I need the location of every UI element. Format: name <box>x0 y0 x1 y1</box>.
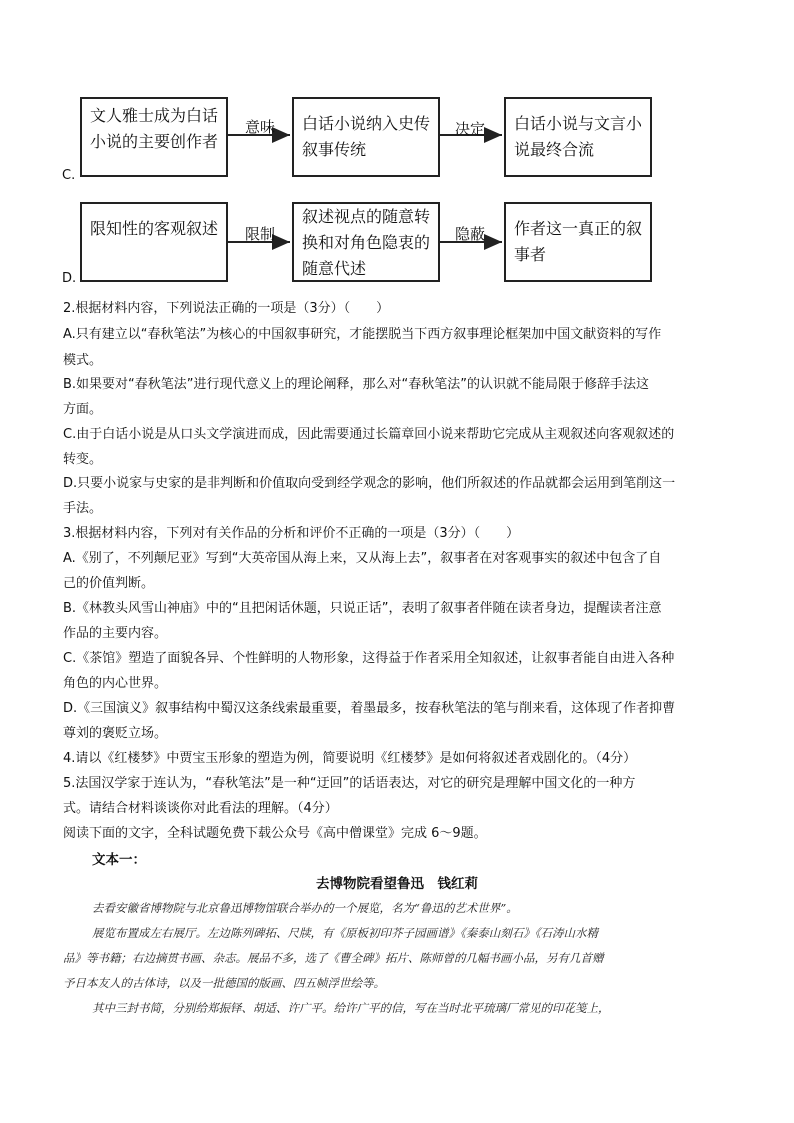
diagram-c-box-3: 白话小说与文言小说最终合流 <box>504 97 652 177</box>
q2-option-d-cont: 手法。 <box>63 501 103 516</box>
passage-paragraph-2-end: 予日本友人的古体诗，以及一批德国的版画、四五帧浮世绘等。 <box>63 976 385 990</box>
q3-option-d-cont: 尊刘的褒贬立场。 <box>63 726 168 741</box>
diagram-c-box-1: 文人雅士成为白话小说的主要创作者 <box>80 97 228 177</box>
passage-paragraph-2: 展览布置成左右展厅。左边陈列碑拓、尺牍，有《原板初印芥子园画谱》《秦泰山刻石》《石涛山水精 <box>92 926 598 940</box>
question-5-cont: 式。请结合材料谈谈你对此看法的理解。（4分） <box>63 801 338 816</box>
question-4: 4.请以《红楼梦》中贾宝玉形象的塑造为例，简要说明《红楼梦》是如何将叙述者戏剧化的。（4分） <box>63 751 637 766</box>
reading-instruction: 阅读下面的文字，全科试题免费下载公众号《高中僧课堂》完成 6～9题。 <box>63 826 487 841</box>
diagram-d-box-3: 作者这一真正的叙事者 <box>504 202 652 282</box>
q3-option-b-cont: 作品的主要内容。 <box>63 626 168 641</box>
q3-option-c-cont: 角色的内心世界。 <box>63 676 168 691</box>
q2-option-b-cont: 方面。 <box>63 402 103 417</box>
q3-option-d: D.《三国演义》叙事结构中蜀汉这条线索最重要，着墨最多，按春秋笔法的笔与削来看，这体现了作者抑曹 <box>63 701 676 716</box>
passage-paragraph-1: 去看安徽省博物院与北京鲁迅博物馆联合举办的一个展览，名为“鲁迅的艺术世界”。 <box>92 901 518 915</box>
diagram-d-label-2: 隐蔽 <box>455 225 486 243</box>
q2-option-a-cont: 模式。 <box>63 353 103 368</box>
diagram-c-label-2: 决定 <box>455 120 486 138</box>
diagram-c-label-1: 意味 <box>245 118 276 136</box>
q3-option-a: A.《别了，不列颠尼亚》写到“大英帝国从海上来，又从海上去”，叙事者在对客观事实的叙述中包含了自 <box>63 551 662 566</box>
diagram-c-box-2: 白话小说纳入史传叙事传统 <box>292 97 440 177</box>
diagram-d-label-1: 限制 <box>245 225 276 243</box>
diagram-d-box-1: 限知性的客观叙述 <box>80 202 228 282</box>
text-one-title: 去博物院看望鲁迅 钱红莉 <box>316 876 478 892</box>
question-2-stem: 2.根据材料内容，下列说法正确的一项是（3分）（ ） <box>63 301 390 316</box>
q2-option-b: B.如果要对“春秋笔法”进行现代意义上的理论阐释，那么对“春秋笔法”的认识就不能局限于修辞手法这 <box>63 377 649 392</box>
q3-option-b: B.《林教头风雪山神庙》中的“且把闲话休题，只说正话”，表明了叙事者伴随在读者身边，提醒读者注意 <box>63 601 662 616</box>
question-5: 5.法国汉学家于连认为，“春秋笔法”是一种“迂回”的话语表达，对它的研究是理解中国文化的一种方 <box>63 776 636 791</box>
q3-option-a-cont: 己的价值判断。 <box>63 576 155 591</box>
passage-paragraph-3: 其中三封书简，分别给郑振铎、胡适、许广平。给许广平的信，写在当时北平琉璃厂常见的印花笺上， <box>92 1001 610 1015</box>
diagram-d-box-2: 叙述视点的随意转换和对角色隐衷的随意代述 <box>292 202 440 282</box>
option-d-letter: D. <box>62 271 77 286</box>
q2-option-c-cont: 转变。 <box>63 452 103 467</box>
q2-option-c: C.由于白话小说是从口头文学演进而成，因此需要通过长篇章回小说来帮助它完成从主观叙述向客观叙述的 <box>63 427 675 442</box>
option-c-letter: C. <box>62 168 76 183</box>
q2-option-d: D.只要小说家与史家的是非判断和价值取向受到经学观念的影响，他们所叙述的作品就都会运用到笔削这一 <box>63 476 676 491</box>
text-one-label: 文本一： <box>92 852 146 868</box>
passage-paragraph-2-cont: 品》等书籍；右边摘贯书画、杂志。展品不多，选了《曹全碑》拓片、陈师曾的几幅书画小品，另有几首赠 <box>63 951 604 965</box>
q2-option-a: A.只有建立以“春秋笔法”为核心的中国叙事研究，才能摆脱当下西方叙事理论框架加中国文献资料的写作 <box>63 327 662 342</box>
q3-option-c: C.《茶馆》塑造了面貌各异、个性鲜明的人物形象，这得益于作者采用全知叙述，让叙事者能自由进入各种 <box>63 651 675 666</box>
question-3-stem: 3.根据材料内容，下列对有关作品的分析和评价不正确的一项是（3分）（ ） <box>63 526 520 541</box>
